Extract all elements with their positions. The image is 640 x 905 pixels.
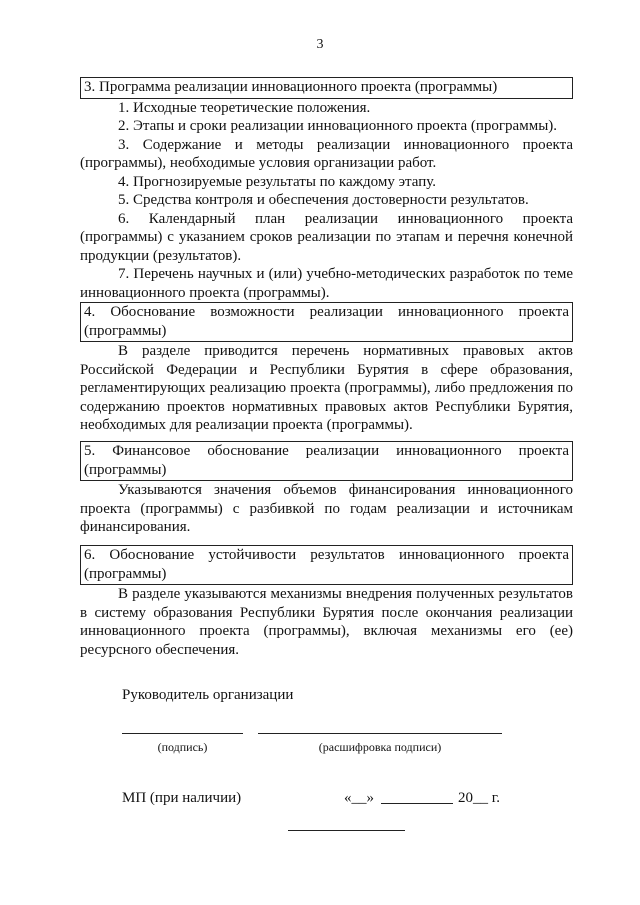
section-3-heading: 3. Программа реализации инновационного проекта (программы) [80,77,573,99]
section-4 [80,302,573,435]
head-of-organization-label: Руководитель организации [122,687,294,703]
page-number: 3 [316,37,324,52]
signature-line [122,733,243,734]
date-month-line [381,803,453,804]
date-year: 20__ г. [458,790,500,806]
section-6-heading: 6. Обоснование устойчивости результатов инновационного проекта (программы) [80,545,573,585]
stamp-label: МП (при наличии) [122,790,242,806]
section-4-text: В разделе приводится перечень нормативных правовых актов Российской Федерации и Республики Бурятия в сфере образования, регламентирующих реализацию проекта (программы), либо предложения по содержанию проектов нормативных правовых актов Республики Бурятия, необходимых для реализации проекта (программы). [80,343,573,433]
section-3 [80,77,573,302]
section-3-item: 4. Прогнозируемые результаты по каждому этапу. [118,173,437,190]
section-6 [80,545,573,659]
section-3-item: 3. Содержание и методы реализации инновационного проекта (программы), необходимые условия организации работ. [80,136,573,171]
section-3-item: 6. Календарный план реализации инновационного проекта (программы) с указанием сроков реализации по этапам и перечня конечной продукции (результатов). [80,210,573,264]
signature-caption: (подпись) [157,740,208,754]
section-3-items [80,99,573,303]
section-5-heading: 5. Финансовое обоснование реализации инновационного проекта (программы) [80,441,573,481]
section-3-item: 5. Средства контроля и обеспечения достоверности результатов. [118,192,529,208]
section-3-item: 1. Исходные теоретические положения. [118,99,371,116]
section-3-item: 7. Перечень научных и (или) учебно-методических разработок по теме инновационного проекта (программы). [80,266,573,301]
section-5 [80,441,573,537]
bottom-separator-line [288,830,405,831]
section-4-heading: 4. Обоснование возможности реализации инновационного проекта (программы) [80,302,573,342]
section-3-item: 2. Этапы и сроки реализации инновационного проекта (программы). [118,118,558,134]
section-5-text: Указываются значения объемов финансирования инновационного проекта (программы) с разбивкой по годам реализации и источникам финансирования. [80,482,573,535]
decoding-caption: (расшифровка подписи) [318,740,442,754]
date-day: «__» [344,790,374,806]
decoding-line [258,733,502,734]
section-6-text: В разделе указываются механизмы внедрения полученных результатов в систему образования Республики Бурятия после окончания реализации инновационного проекта (программы), включая механизмы его (ее) ресурсного обеспечения. [80,586,573,658]
